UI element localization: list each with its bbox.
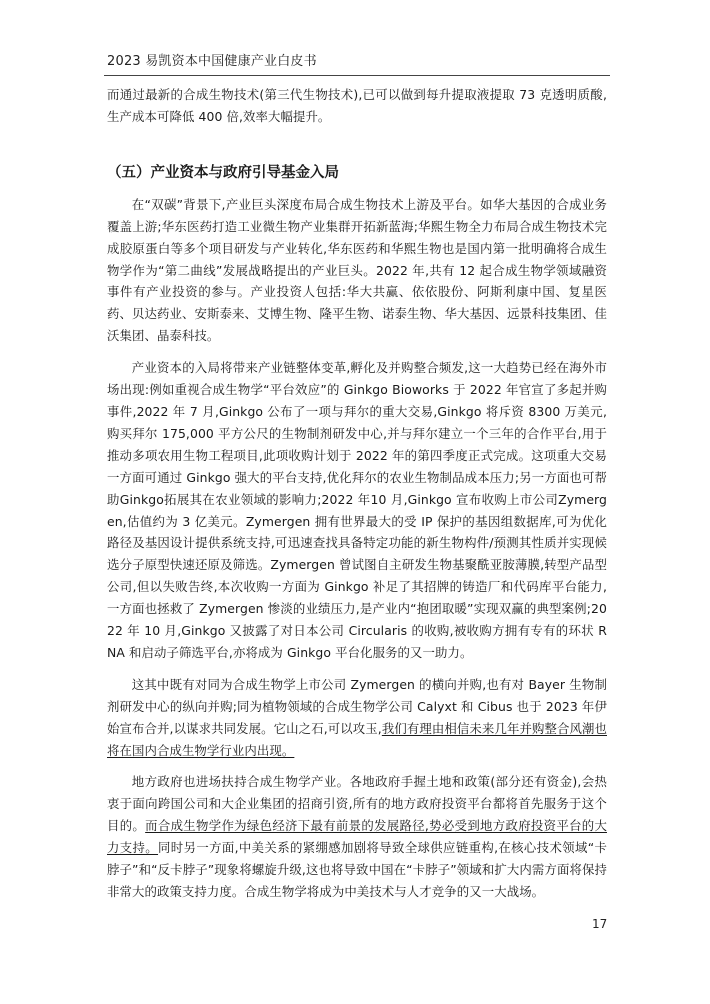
document-body	[107, 84, 607, 903]
paragraph-mergers	[107, 674, 607, 762]
section-heading: （五）产业资本与政府引导基金入局	[107, 164, 339, 181]
header-divider	[104, 75, 610, 76]
paragraph-local-government-text: 地方政府也进场扶持合成生物学产业。各地政府手握土地和政策(部分还有资金),会热衷于面向跨国公司和大企业集团的招商引资,所有的地方政府投资平台都将首先服务于这个目的。	[107, 774, 607, 834]
running-header: 2023 易凯资本中国健康产业白皮书	[107, 54, 317, 69]
paragraph-industry-giants: 在“双碳”背景下,产业巨头深度布局合成生物技术上游及平台。如华大基因的合成业务覆盖上游;华东医药打造工业微生物产业集群开拓新蓝海;华熙生物全力布局合成生物技术完成胶原蛋白等多个项目研发与产业转化,华东医药和华熙生物也是国内第一批明确将合成生物学作为“第二曲线”发展战略提出的产业巨头。2022 年,共有 12 起合成生物学领域融资事件有产业投资的参与。产业投资人包括:华大共赢、依依股份、阿斯利康中国、复星医药、贝达药业、安斯泰来、艾博生物、隆平生物、诺泰生物、华大基因、远景科技集团、佳沃集团、晶泰科技。	[107, 196, 607, 344]
paragraph-industry-capital: 产业资本的入局将带来产业链整体变革,孵化及并购整合频发,这一大趋势已经在海外市场出现:例如重视合成生物学“平台效应”的 Ginkgo Bioworks 于 2022 年官宣了多起并购事件,2022 年 7 月,Ginkgo 公布了一项与拜尔的重大交易,Ginkgo 将斥资 8300 万美元,购买拜尔 175,000 平方公尺的生物制剂研发中心,并与拜尔建立一个三年的合作平台,用于推动多项农用生物工程项目,此项收购计划于 2022 年的第四季度正式完成。这项重大交易一方面可通过 Ginkgo 强大的平台支持,优化拜尔的农业生物制品成本压力;另一方面也可帮助Ginkgo拓展其在农业领域的影响力;2022 年10 月,Ginkgo 宣布收购上市公司Zymergen,估值约为 3 亿美元。Zymergen 拥有世界最大的受 IP 保护的基因组数据库,可为优化路径及基因设计提供系统支持,可迅速查找具备特定功能的新生物构件/预测其性质并实现候选分子原型快速还原及筛选。Zymergen 曾试图自主研发生物基聚酰亚胺薄膜,转型产品型公司,但以失败告终,本次收购一方面为 Ginkgo 补足了其招牌的铸造厂和代码库平台能力,一方面也拯救了 Zymergen 惨淡的业绩压力,是产业内“抱团取暖”实现双赢的典型案例;2022 年 10 月,Ginkgo 又披露了对日本公司 Circularis 的收购,被收购方拥有专有的环状 RNA 和启动子筛选平台,亦将成为 Ginkgo 平台化服务的又一助力。	[107, 360, 607, 660]
paragraph-local-government-tail: 同时另一方面,中美关系的紧绷感加剧将导致全球供应链重构,在核心技术领域“卡脖子”和“反卡脖子”现象将螺旋升级,这也将导致中国在“卡脖子”领域和扩大内需方面将保持非常大的政策支持力度。合成生物学将成为中美技术与人才竞争的又一大战场。	[107, 840, 607, 899]
paragraph-intro: 而通过最新的合成生物技术(第三代生物技术),已可以做到每升提取液提取 73 克透明质酸,生产成本可降低 400 倍,效率大幅提升。	[107, 87, 607, 124]
page-number: 17	[592, 917, 608, 931]
paragraph-local-government	[107, 771, 607, 902]
underlined-conclusion: 我们有理由相信未来几年并购整合风潮也将在国内合成生物学行业内出现。	[107, 720, 607, 758]
paragraph-mergers-text: 这其中既有对同为合成生物学上市公司 Zymergen 的横向并购,也有对 Bayer 生物制剂研发中心的纵向并购;同为植物领域的合成生物学公司 Calyxt 和 Cibus 也于 2023 年伊始宣布合并,以谋求共同发展。它山之石,可以攻玉,	[107, 676, 607, 736]
underlined-policy-support: 而合成生物学作为绿色经济下最有前景的发展路径,势必受到地方政府投资平台的大力支持。	[107, 818, 607, 856]
